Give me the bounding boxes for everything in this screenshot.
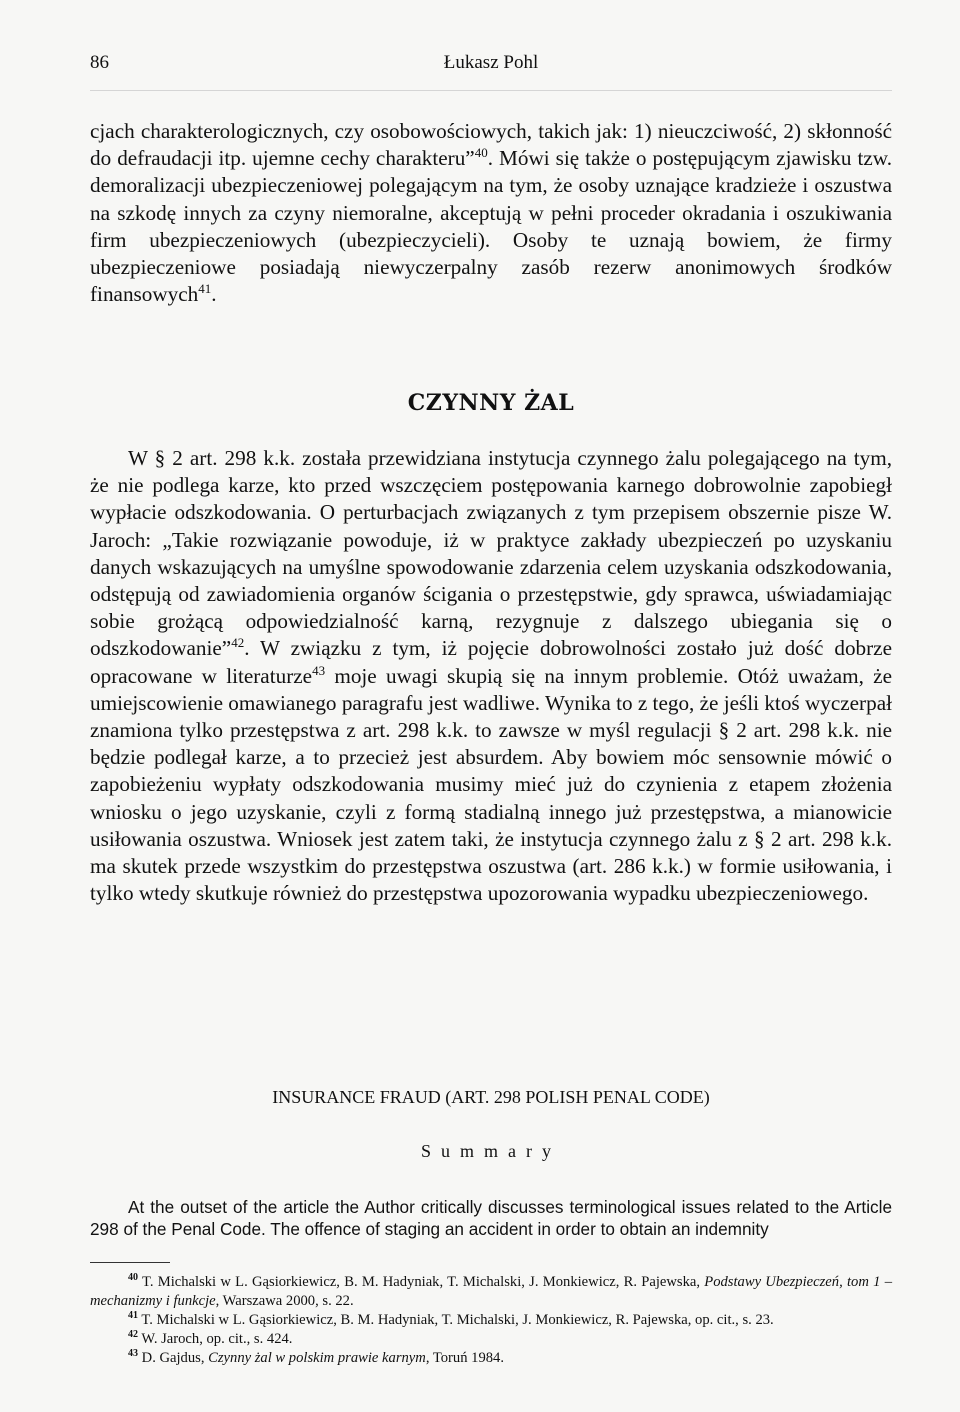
footnote-text: , Warszawa 2000, s. 22. [215,1293,354,1309]
footnote-43 [90,1349,892,1368]
intro-paragraph [90,118,892,308]
section-heading: CZYNNY ŻAL [407,390,575,416]
footnote-text: W. Jaroch, op. cit., s. 424. [138,1331,293,1347]
footnote-number: 43 [128,1348,138,1360]
footnote-number: 40 [128,1272,138,1284]
intro-text-a: cjach charakterologicznych, czy osobowościowych, takich jak: 1) nieuczciwość, 2) skłonność do defraudacji itp. ujemne cechy charakteru” [90,119,892,171]
summary-label: Summary [421,1141,561,1161]
page-header [90,52,892,82]
summary-title: INSURANCE FRAUD (ART. 298 POLISH PENAL CODE) [272,1087,710,1107]
section-text-b: . W związku z tym, iż pojęcie dobrowolności zostało już dość dobrze opracowane w literaturze [90,636,892,688]
footnote-text: , Toruń 1984. [425,1350,504,1366]
footnote-42 [90,1330,892,1349]
header-divider [90,90,892,91]
footnote-title: Czynny żal w polskim prawie karnym [208,1350,426,1366]
summary-paragraph [90,1196,892,1240]
footnote-ref-43[interactable]: 43 [312,662,326,678]
footnotes [90,1273,892,1368]
footnote-title: Podstawy Ubezpieczeń, tom 1 – mechanizmy i funkcje [90,1274,892,1309]
section-text-c: moje uwagi skupią się na innym problemie. Otóż uważam, że umiejscowienie omawianego paragrafu jest wadliwe. Wynika to z tego, że jeśli ktoś wyczerpał znamiona tylko przestępstwa z art. 298 k.k. to zawsze w myśl regulacji § 2 art. 298 k.k. nie będzie podlegał karze, a to przecież jest absurdem. Aby bowiem móc sensownie mówić o zapobieżeniu wypłaty odszkodowania musimy mieć już do czynienia z etapem złożenia wniosku o jego uzyskanie, czyli z formą stadialną innego już przestępstwa, a mianowicie usiłowania oszustwa. Wniosek jest zatem taki, że instytucja czynnego żalu z § 2 art. 298 k.k. ma skutek przede wszystkim do przestępstwa oszustwa (art. 286 k.k.) w formie usiłowania, i tylko wtedy skutkuje również do przestępstwa upozorowania wypadku ubezpieczeniowego. [90,663,892,906]
section-text-a: W § 2 art. 298 k.k. została przewidziana instytucja czynnego żalu polegającego na tym, że nie podlega karze, kto przed wszczęciem postępowania karnego dobrowolnie zapobiegł wypłacie odszkodowania. O perturbacjach związanych z tym przepisem obszernie pisze W. Jaroch: „Takie rozwiązanie powoduje, iż w praktyce zakłady ubezpieczeń po uzyskaniu danych wskazujących na umyślne spowodowanie zdarzenia celem uzyskania odszkodowania, odstępują od zawiadomienia organów ścigania o przestępstwie, gdy sprawca, uświadamiając sobie grożącą odpowiedzialność karną, rezygnuje z dalszego ubiegania się o odszkodowanie” [90,446,892,661]
footnote-ref-40[interactable]: 40 [474,145,488,161]
footnote-number: 42 [128,1329,138,1341]
footnote-text: T. Michalski w L. Gąsiorkiewicz, B. M. Hadyniak, T. Michalski, J. Monkiewicz, R. Pajewska, op. cit., s. 23. [138,1312,774,1328]
footnote-text: D. Gajdus, [138,1350,209,1366]
footnote-divider [90,1262,170,1263]
footnote-text: T. Michalski w L. Gąsiorkiewicz, B. M. Hadyniak, T. Michalski, J. Monkiewicz, R. Pajewska, [138,1274,705,1290]
intro-text-c: . [211,282,217,307]
page-number: 86 [90,52,109,73]
footnote-41 [90,1311,892,1330]
footnote-40 [90,1273,892,1311]
footnote-number: 41 [128,1310,138,1322]
running-head: Łukasz Pohl [443,52,539,73]
footnote-ref-41[interactable]: 41 [198,281,212,297]
summary-text: At the outset of the article the Author critically discusses terminological issues related to the Article 298 of the Penal Code. The offence of staging an accident in order to obtain an indemnity [90,1197,892,1239]
section-paragraph [90,445,892,907]
intro-text-b: . Mówi się także o postępującym zjawisku tzw. demoralizacji ubezpieczeniowej polegającym na tym, że osoby uznające kradzieże i oszustwa na szkodę innych za czyny niemoralne, akceptują w pełni proceder okradania i oszukiwania firm ubezpieczeniowych (ubezpieczycieli). Osoby te uznają bowiem, że firmy ubezpieczeniowe posiadają niewyczerpalny zasób rezerw anonimowych środków finansowych [90,146,892,307]
footnote-ref-42[interactable]: 42 [231,635,245,651]
